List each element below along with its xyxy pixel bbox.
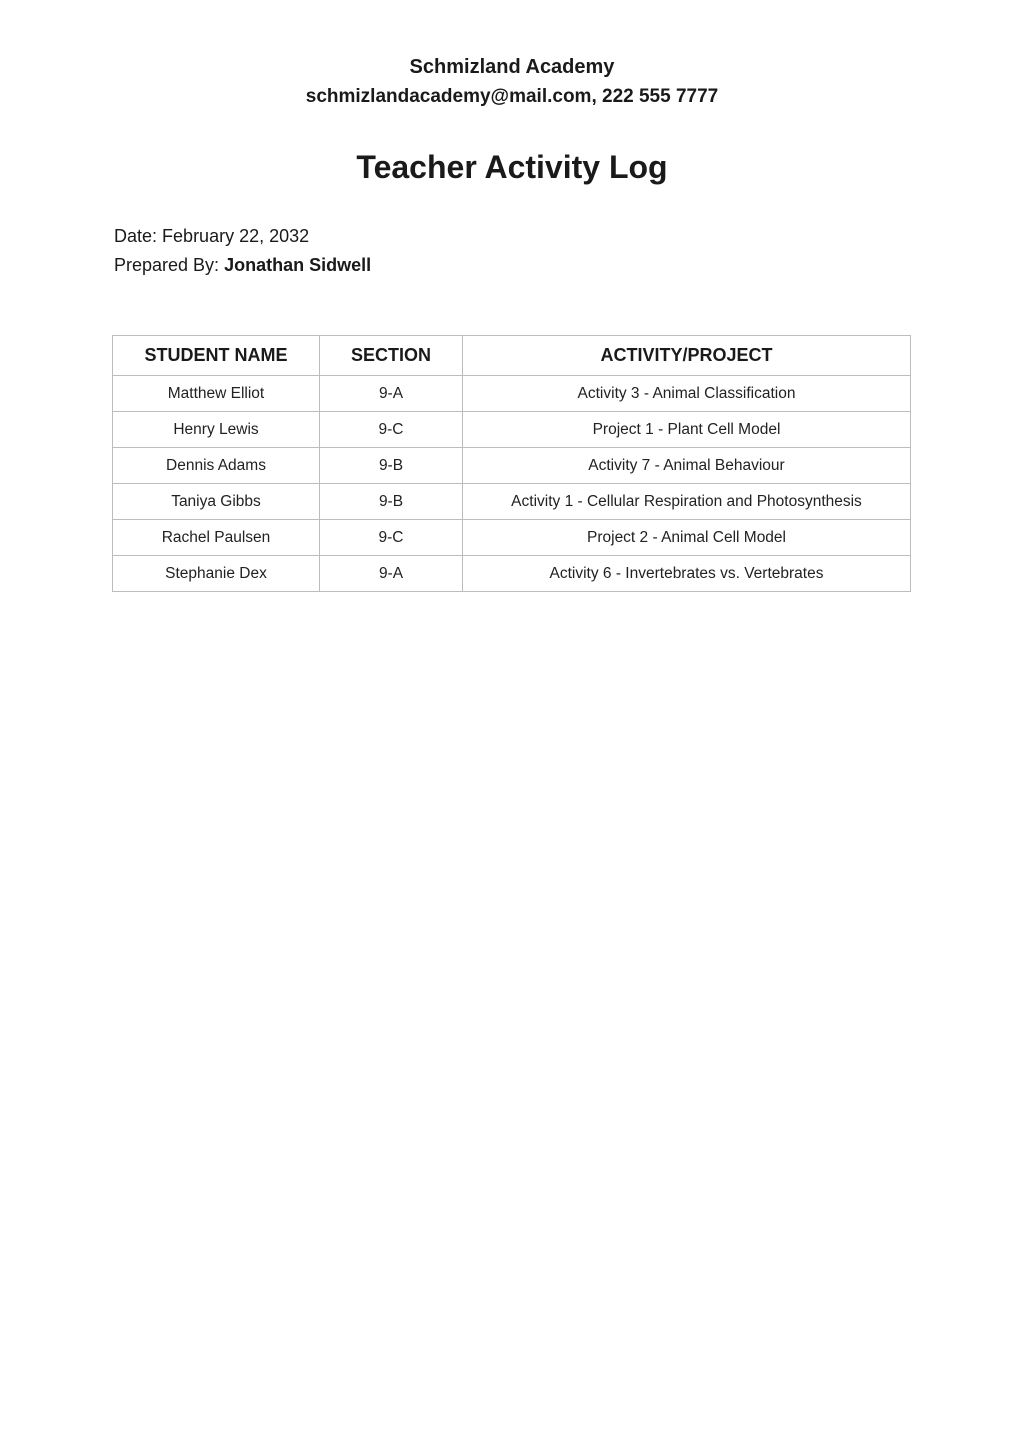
table-header-row: [113, 336, 911, 376]
activity-cell: Activity 1 - Cellular Respiration and Photosynthesis: [463, 484, 911, 520]
section-cell: 9-A: [320, 556, 463, 592]
section-cell: 9-C: [320, 412, 463, 448]
section-cell: 9-C: [320, 520, 463, 556]
section-cell: 9-B: [320, 448, 463, 484]
column-header-activity-project: ACTIVITY/PROJECT: [463, 336, 911, 376]
activity-cell: Activity 7 - Animal Behaviour: [463, 448, 911, 484]
table-row: [113, 556, 911, 592]
date-line: [114, 222, 371, 251]
table-row: [113, 448, 911, 484]
table-row: [113, 520, 911, 556]
activity-log-table: [112, 335, 911, 592]
document-meta: [114, 222, 371, 280]
letterhead: [0, 52, 1024, 112]
student-name-cell: Rachel Paulsen: [113, 520, 320, 556]
student-name-cell: Henry Lewis: [113, 412, 320, 448]
prepared-by-value: Jonathan Sidwell: [224, 255, 372, 275]
activity-cell: Project 1 - Plant Cell Model: [463, 412, 911, 448]
column-header-student-name: STUDENT NAME: [113, 336, 320, 376]
date-value: February 22, 2032: [162, 226, 310, 246]
organization-contact: schmizlandacademy@mail.com, 222 555 7777: [305, 86, 719, 107]
organization-name: Schmizland Academy: [409, 56, 615, 78]
activity-cell: Activity 6 - Invertebrates vs. Vertebrates: [463, 556, 911, 592]
section-cell: 9-A: [320, 376, 463, 412]
activity-cell: Activity 3 - Animal Classification: [463, 376, 911, 412]
activity-cell: Project 2 - Animal Cell Model: [463, 520, 911, 556]
student-name-cell: Taniya Gibbs: [113, 484, 320, 520]
table-row: [113, 412, 911, 448]
student-name-cell: Matthew Elliot: [113, 376, 320, 412]
document-title: Teacher Activity Log: [356, 149, 668, 185]
table-row: [113, 484, 911, 520]
table-row: [113, 376, 911, 412]
date-label: Date:: [114, 226, 158, 246]
column-header-section: SECTION: [320, 336, 463, 376]
prepared-by-label: Prepared By:: [114, 255, 220, 275]
prepared-by-line: [114, 251, 371, 280]
section-cell: 9-B: [320, 484, 463, 520]
student-name-cell: Stephanie Dex: [113, 556, 320, 592]
student-name-cell: Dennis Adams: [113, 448, 320, 484]
